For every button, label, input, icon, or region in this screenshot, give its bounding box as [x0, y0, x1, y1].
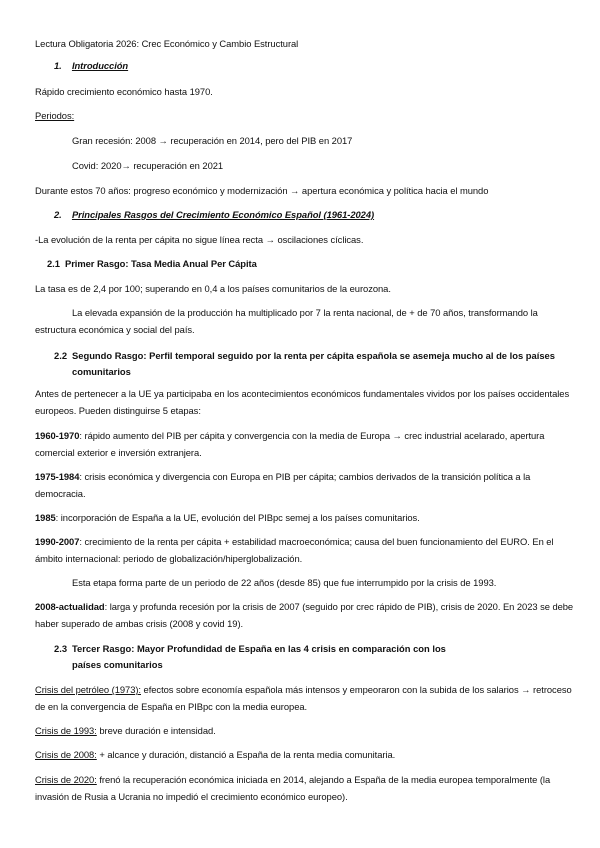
etapa-label: 2008-actualidad [35, 601, 105, 612]
etapa-label: 1990-2007 [35, 536, 80, 547]
paragraph: Esta etapa forma parte de un periodo de 22 años (desde 85) que fue interrumpido por la crisis de 1993. [72, 577, 497, 588]
etapa-label: 1975-1984 [35, 471, 80, 482]
section-number: 2.1 [47, 258, 60, 269]
crisis-item [35, 723, 574, 740]
paragraph: Antes de pertenecer a la UE ya participaba en los acontecimientos económicos fundamentales vividos por los países occidentales europeos. Pueden distinguirse 5 etapas: [35, 388, 570, 416]
etapa-item [35, 469, 574, 502]
crisis-text: breve duración e intensidad. [96, 725, 216, 736]
etapa-item [35, 428, 574, 461]
section-title: Primer Rasgo: Tasa Media Anual Per Cápita [65, 258, 257, 269]
crisis-label: Crisis del petróleo (1973): [35, 684, 141, 695]
section-number: 2.2 [54, 350, 68, 361]
section-number: 1. [54, 60, 62, 71]
crisis-label: Crisis de 2008: [35, 749, 97, 760]
paragraph: La tasa es de 2,4 por 100; superando en 0,4 a los países comunitarios de la eurozona. [35, 283, 391, 294]
crisis-item [35, 747, 574, 764]
section-2-1-heading [47, 256, 574, 273]
periodos-label: Periodos: [35, 110, 75, 121]
etapa-text: : rápido aumento del PIB per cápita y convergencia con la media de Europa → crec industrial acelarado, apertura comercial exterior e inversión extranjera. [35, 430, 545, 458]
section-2-2-heading: Segundo Rasgo: Perfil temporal seguido por la renta per cápita española se asemeja mucho al de los países comunitarios [72, 350, 555, 377]
section-1-heading [54, 58, 574, 75]
crisis-text: frenó la recuperación económica iniciada en 2014, alejando a España de la media europea temporalmente (la invasión de Rusia a Ucrania no impedió el crecimiento económico europeo). [35, 774, 551, 802]
crisis-text: + alcance y duración, distanció a España de la renta media comunitaria. [96, 749, 396, 760]
etapa-label: 1985 [35, 512, 56, 523]
section-2-heading [54, 207, 574, 224]
etapa-text: : crisis económica y divergencia con Europa en PIB per cápita; cambios derivados de la transición política a la democracia. [35, 471, 531, 499]
paragraph: La elevada expansión de la producción ha multiplicado por 7 la renta nacional, de + de 70 años, transformando la estructura económica y social del país. [35, 307, 538, 335]
section-title: Principales Rasgos del Crecimiento Económico Español (1961-2024) [71, 209, 375, 220]
etapa-item [35, 534, 574, 567]
section-number: 2. [54, 209, 62, 220]
document-title: Lectura Obligatoria 2026: Crec Económico y Cambio Estructural [35, 38, 299, 49]
etapa-text: : incorporación de España a la UE, evolución del PIBpc semej a los países comunitarios. [55, 512, 420, 523]
crisis-item [35, 772, 574, 805]
periodo-item: Covid: 2020→ recuperación en 2021 [72, 160, 224, 171]
intro-text: Rápido crecimiento económico hasta 1970. [35, 86, 213, 97]
crisis-text: efectos sobre economía española más intensos y empeoraron con la subida de los salarios → retroceso de en la convergencia de España en PIBpc con la media europea. [35, 684, 572, 712]
section-2-3-heading: Tercer Rasgo: Mayor Profundidad de España en las 4 crisis en comparación con los países comunitarios [72, 643, 446, 670]
etapa-item [35, 599, 574, 632]
etapa-text: : crecimiento de la renta per cápita + estabilidad macroeconómica; causa del buen funcionamiento del EURO. En el ámbito internacional: periodo de globalización/hiperglobalización. [35, 536, 554, 564]
crisis-label: Crisis de 2020: [35, 774, 97, 785]
paragraph: Durante estos 70 años: progreso económico y modernización → apertura económica y política hacia el mundo [35, 185, 489, 196]
etapa-item [35, 510, 574, 527]
etapa-label: 1960-1970 [35, 430, 80, 441]
crisis-item [35, 682, 574, 715]
section-number: 2.3 [54, 643, 68, 654]
periodo-item: Gran recesión: 2008 → recuperación en 2014, pero del PIB en 2017 [72, 135, 353, 146]
paragraph: -La evolución de la renta per cápita no sigue línea recta → oscilaciones cíclicas. [35, 234, 364, 245]
crisis-label: Crisis de 1993: [35, 725, 97, 736]
section-title: Introducción [71, 60, 129, 71]
etapa-text: : larga y profunda recesión por la crisis de 2007 (seguido por crec rápido de PIB), crisis de 2020. En 2023 se debe haber superado de ambas crisis (2008 y covid 19). [35, 601, 574, 629]
